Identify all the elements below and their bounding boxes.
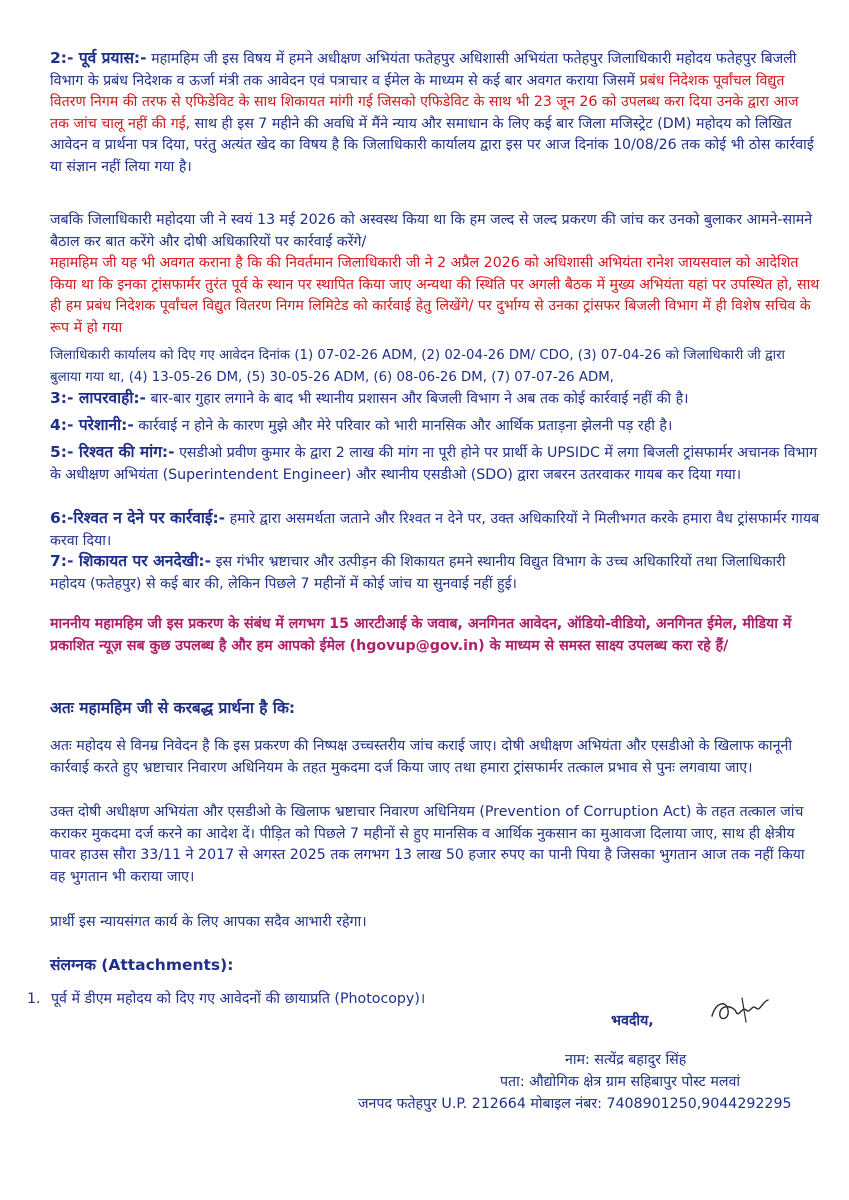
- section-label: 4:- परेशानी:-: [50, 416, 134, 434]
- section-text: हमारे द्वारा असमर्थता जताने और रिश्वत न देने पर, उक्त अधिकारियों ने मिलीभगत करके हमारा वैध ट्रांसफार्मर गायब करवा दिया।: [50, 511, 820, 549]
- dm-assurance-paragraph: [50, 210, 820, 253]
- section-pareshani: [50, 415, 820, 438]
- section-text: साथ ही इस 7 महीने की अवधि में मैंने न्याय और समाधान के लिए कई बार जिला मजिस्ट्रेट (DM) महोदय को लिखित आवेदन व प्रार्थना पत्र दिया, परंतु अत्यंत खेद का विषय है कि जिलाधिकारी कार्यालय द्वारा इस पर आज दिनांक 10/08/26 तक कोई भी ठोस कार्रवाई या संज्ञान नहीं लिया गया है।: [50, 115, 814, 175]
- attachments-heading: संलग्नक (Attachments):: [50, 956, 234, 974]
- section-text: जबकि जिलाधिकारी महोदया जी ने स्वयं 13 मई 2026 को अस्वस्थ किया था कि हम जल्द से जल्द प्रकरण की जांच कर उनको बुलाकर आमने-सामने बैठाल कर बात करेंगे और दोषी अधिकारियों पर कार्रवाई करेंगे/: [50, 212, 813, 250]
- section-purv-prayas: [50, 48, 820, 178]
- section-label: 3:- लापरवाही:-: [50, 389, 146, 407]
- section-label: 6:-रिश्वत न देने पर कार्रवाई:-: [50, 509, 226, 527]
- prayer-paragraph-2: उक्त दोषी अधीक्षण अभियंता और एसडीओ के खिलाफ भ्रष्टाचार निवारण अधिनियम (Prevention of Corruption Act) के तहत तत्काल जांच कराकर मुकदमा दर्ज करने का आदेश दें। पीड़ित को पिछले 7 महीनों से हुए मानसिक व आर्थिक नुकसान का मुआवजा दिलाया जाए, साथ ही क्षेत्रीय पावर हाउस सौरा 33/11 ने 2017 से अगस्त 2025 तक लगभग 13 लाख 50 हजार रुपए का पानी पिया है जिसका भुगतान आज तक नहीं किया वह भुगतान भी कराया जाए।: [50, 804, 805, 885]
- section-label: 5:- रिश्वत की मांग:-: [50, 443, 175, 461]
- signature-mark: [706, 992, 776, 1028]
- section-text: एसडीओ प्रवीण कुमार के द्वारा 2 लाख की मांग ना पूरी होने पर प्रार्थी के UPSIDC में लगा बिजली ट्रांसफार्मर अचानक विभाग के अधीक्षण अभियंता (Superintendent Engineer) और स्थानीय एसडीओ (SDO) द्वारा जबरन उतरवाकर गायब कर दिया गया।: [50, 445, 818, 483]
- attachment-list-item: [27, 989, 817, 1011]
- section-text: कार्रवाई न होने के कारण मुझे और मेरे परिवार को भारी मानसिक और आर्थिक प्रताड़ना झेलनी पड़ रही है।: [133, 418, 673, 434]
- highlight-text: प्रबंध निदेशक पूर्वांचल विद्युत वितरण निगम की तरफ से एफिडेविट के साथ शिकायत मांगी गई जिसको एफिडेविट के साथ भी 23 जून 26 को उपलब्ध करा दिया उनके द्वारा आज तक जांच चालू नहीं की गई,: [50, 72, 799, 132]
- section-text: जिलाधिकारी कार्यालय को दिए गए आवेदन दिनांक (1) 07-02-26 ADM, (2) 02-04-26 DM/ CDO, (3) 07-04-26 को जिलाधिकारी जी द्वारा बुलाया गया था, (4) 13-05-26 DM, (5) 30-05-26 ADM, (6) 08-06-26 DM, (7) 07-07-26 ADM,: [50, 348, 785, 385]
- section-shikayat-andekhi: [50, 551, 820, 595]
- section-text: इस गंभीर भ्रष्टाचार और उत्पीड़न की शिकायत हमने स्थानीय विद्युत विभाग के उच्च अधिकारियों तथा जिलाधिकारी महोदय (फतेहपुर) से कई बार की, लेकिन पिछले 7 महीनों में कोई जांच या सुनवाई नहीं हुई।: [50, 554, 786, 592]
- section-rishwat-karrwai: [50, 508, 820, 552]
- section-laparwahi: [50, 388, 820, 411]
- sender-address: पता: औद्योगिक क्षेत्र ग्राम सहिबापुर पोस्ट मलवां: [500, 1074, 741, 1090]
- sender-district-mobile: जनपद फतेहपुर U.P. 212664 मोबाइल नंबर: 7408901250,9044292295: [358, 1096, 792, 1112]
- section-label: 7:- शिकायत पर अनदेखी:-: [50, 552, 212, 570]
- former-dm-order-paragraph: [50, 253, 820, 339]
- highlight-text: महामहिम जी यह भी अवगत कराना है कि की निवर्तमान जिलाधिकारी जी ने 2 अप्रैल 2026 को अधिशासी अभियंता रानेश जायसवाल को आदेशित किया था कि इनका ट्रांसफार्मर तुरंत पूर्व के स्थान पर स्थापित किया जाए अन्यथा की स्थिति पर अगली बैठक में मुख्य अभियंता यहां पर उपस्थित हो, साथ ही हम प्रबंध निदेशक पूर्वांचल विद्युत वितरण निगम लिमिटेड को कार्रवाई हेतु लिखेंगे/ पर दुर्भाग्य से उनका ट्रांसफर बिजली विभाग में ही विशेष सचिव के रूप में हो गया: [50, 255, 820, 336]
- section-rishwat-maang: [50, 442, 820, 486]
- section-label: 2:- पूर्व प्रयास:-: [50, 49, 147, 67]
- closing-salutation: भवदीय,: [611, 1013, 654, 1029]
- section-text: महामहिम जी इस विषय में हमने अधीक्षण अभियंता फतेहपुर अधिशासी अभियंता फतेहपुर जिलाधिकारी महोदय फतेहपुर बिजली विभाग के प्रबंध निदेशक व ऊर्जा मंत्री तक आवेदन एवं पत्राचार व ईमेल के माध्यम से कई बार अवगत कराया जिसमें: [50, 51, 797, 89]
- prayer-heading: अतः महामहिम जी से करबद्ध प्रार्थना है कि:: [50, 699, 296, 717]
- evidence-paragraph: माननीय महामहिम जी इस प्रकरण के संबंध में लगभग 15 आरटीआई के जवाब, अनगिनत आवेदन, ऑडियो-वीडियो, अनगिनत ईमेल, मीडिया में प्रकाशित न्यूज़ सब कुछ उपलब्ध है और हम आपको ईमेल (hgovup@gov.in) के माध्यम से समस्त साक्ष्य उपलब्ध करा रहे हैं/: [50, 616, 792, 654]
- attachment-text: पूर्व में डीएम महोदय को दिए गए आवेदनों की छायाप्रति (Photocopy)।: [51, 991, 426, 1007]
- thanks-line: प्रार्थी इस न्यायसंगत कार्य के लिए आपका सदैव आभारी रहेगा।: [50, 914, 367, 930]
- application-dates-paragraph: [50, 345, 820, 388]
- prayer-paragraph-1: अतः महोदय से विनम्र निवेदन है कि इस प्रकरण की निष्पक्ष उच्चस्तरीय जांच कराई जाए। दोषी अधीक्षण अभियंता और एसडीओ के खिलाफ कानूनी कार्रवाई करते हुए भ्रष्टाचार निवारण अधिनियम के तहत मुकदमा दर्ज किया जाए तथा हमारा ट्रांसफार्मर तत्काल प्रभाव से पुनः लगवाया जाए।: [50, 738, 793, 776]
- section-text: बार-बार गुहार लगाने के बाद भी स्थानीय प्रशासन और बिजली विभाग ने अब तक कोई कार्रवाई नहीं की है।: [146, 391, 689, 407]
- attachment-number: 1.: [27, 991, 41, 1007]
- sender-name: नाम: सत्येंद्र बहादुर सिंह: [565, 1052, 687, 1068]
